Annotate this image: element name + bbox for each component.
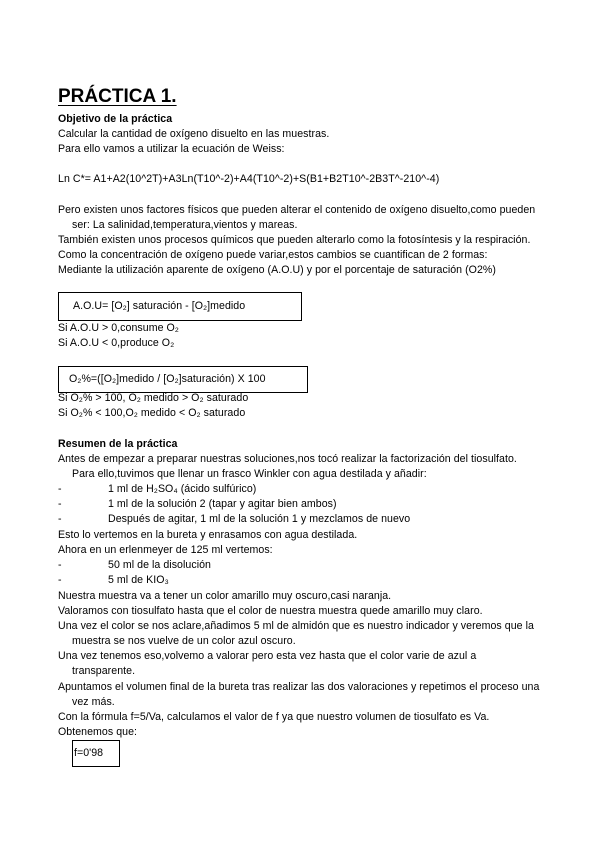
weiss-equation: Ln C*= A1+A2(10^2T)+A3Ln(T10^-2)+A4(T10^-2)+S(B1+B2T10^-2B3T^-210^-4) (58, 173, 440, 185)
summary-line: Antes de empezar a preparar nuestras soluciones,nos tocó realizar la factorización del tiosulfato. (58, 453, 517, 465)
summary-heading: Resumen de la práctica (58, 438, 178, 450)
list-dash: - (58, 574, 62, 586)
result-value: f=0'98 (74, 747, 104, 759)
intro-paragraph-cont: ser: La salinidad,temperatura,vientos y mareas. (72, 219, 298, 231)
aou-formula: A.O.U= [O₂] saturación - [O₂]medido (73, 300, 246, 312)
page-title: PRÁCTICA 1. (58, 86, 177, 107)
summary-line: Nuestra muestra va a tener un color amarillo muy oscuro,casi naranja. (58, 590, 392, 602)
summary-line: Apuntamos el volumen final de la bureta tras realizar las dos valoraciones y repetimos el proceso una (58, 681, 540, 693)
summary-line-cont: transparente. (72, 665, 136, 677)
summary-line: Obtenemos que: (58, 726, 138, 738)
aou-rule: Si A.O.U > 0,consume O₂ (58, 322, 179, 334)
objective-heading: Objetivo de la práctica (58, 113, 173, 125)
intro-paragraph: Pero existen unos factores físicos que pueden alterar el contenido de oxígeno disuelto,como pueden (58, 204, 536, 216)
list-item: 5 ml de KIO₃ (108, 574, 169, 586)
o2-percent-rule: Si O₂% < 100,O₂ medido < O₂ saturado (58, 407, 246, 419)
summary-line: Con la fórmula f=5/Va, calculamos el valor de f ya que nuestro volumen de tiosulfato es Va. (58, 711, 490, 723)
o2-percent-formula: O₂%=([O₂]medido / [O₂]saturación) X 100 (69, 373, 266, 385)
list-item: 1 ml de la solución 2 (tapar y agitar bien ambos) (108, 498, 337, 510)
list-dash: - (58, 498, 62, 510)
summary-line: Una vez tenemos eso,volvemo a valorar pero esta vez hasta que el color varie de azul a (58, 650, 477, 662)
intro-paragraph: Mediante la utilización aparente de oxígeno (A.O.U) y por el porcentaje de saturación (O2%) (58, 264, 496, 276)
list-item: 1 ml de H₂SO₄ (ácido sulfúrico) (108, 483, 257, 495)
summary-line: Ahora en un erlenmeyer de 125 ml vertemos: (58, 544, 273, 556)
o2-percent-rule: Si O₂% > 100, O₂ medido > O₂ saturado (58, 392, 249, 404)
summary-line-cont: vez más. (72, 696, 115, 708)
aou-rule: Si A.O.U < 0,produce O₂ (58, 337, 175, 349)
summary-line: Una vez el color se nos aclare,añadimos 5 ml de almidón que es nuestro indicador y veremos que la (58, 620, 534, 632)
aou-formula-box (58, 292, 302, 321)
list-item: Después de agitar, 1 ml de la solución 1 y mezclamos de nuevo (108, 513, 411, 525)
summary-line: Esto lo vertemos en la bureta y enrasamos con agua destilada. (58, 529, 358, 541)
summary-line: Para ello,tuvimos que llenar un frasco Winkler con agua destilada y añadir: (72, 468, 427, 480)
list-item: 50 ml de la disolución (108, 559, 211, 571)
o2-percent-formula-box (58, 366, 308, 393)
summary-line: Valoramos con tiosulfato hasta que el color de nuestra muestra quede amarillo muy claro. (58, 605, 483, 617)
result-box (72, 740, 120, 767)
list-dash: - (58, 483, 62, 495)
objective-line: Para ello vamos a utilizar la ecuación de Weiss: (58, 143, 285, 155)
list-dash: - (58, 513, 62, 525)
intro-paragraph: También existen unos procesos químicos que pueden alterarlo como la fotosíntesis y la respiración. (58, 234, 531, 246)
list-dash: - (58, 559, 62, 571)
summary-line-cont: muestra se nos vuelve de un color azul oscuro. (72, 635, 296, 647)
objective-line: Calcular la cantidad de oxígeno disuelto en las muestras. (58, 128, 330, 140)
intro-paragraph: Como la concentración de oxígeno puede variar,estos cambios se cuantifican de 2 formas: (58, 249, 488, 261)
